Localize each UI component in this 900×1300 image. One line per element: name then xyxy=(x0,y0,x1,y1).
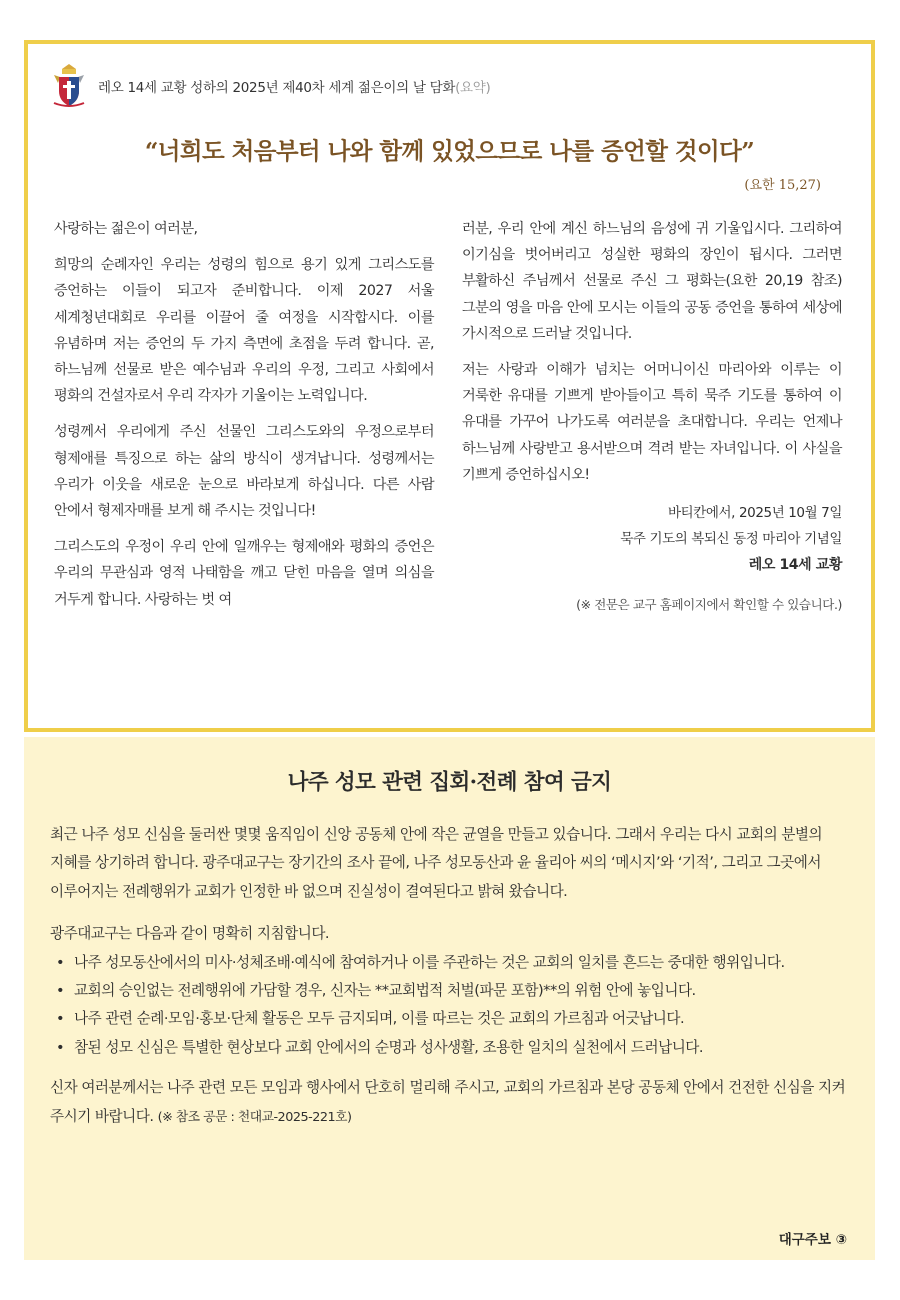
signature-memorial: 묵주 기도의 복되신 동정 마리아 기념일 xyxy=(620,531,842,548)
quote-reference: (요한 15,27) xyxy=(744,178,821,193)
list-item: • 참된 성모 신심은 특별한 현상보다 교회 안에서의 순명과 성사생활, 조용한 일치의 실천에서 드러납니다. xyxy=(50,1034,850,1062)
message-box xyxy=(24,40,875,732)
notice-list xyxy=(50,949,850,1063)
right-column xyxy=(462,216,842,618)
notice-body xyxy=(50,821,850,1146)
page-footer: 대구주보 ③ xyxy=(778,1232,847,1248)
closing-text: 신자 여러분께서는 나주 관련 모든 모임과 행사에서 단호히 멀리해 주시고, 교회의 가르침과 본당 공동체 안에서 건전한 신심을 지켜 주시기 바랍니다. xyxy=(50,1079,846,1125)
notice-lead: 광주대교구는 다음과 같이 명확히 지침합니다. xyxy=(50,925,330,943)
signature-block xyxy=(462,500,842,578)
notice-box xyxy=(24,737,875,1260)
paragraph: 사랑하는 젊은이 여러분, xyxy=(54,221,198,237)
notice-intro: 최근 나주 성모 신심을 둘러싼 몇몇 움직임이 신앙 공동체 안에 작은 균열을 만들고 있습니다. 그래서 우리는 다시 교회의 분별의 지혜를 상기하려 합니다. 광주대교구는 장기간의 조사 끝에, 나주 성모동산과 윤 율리아 씨의 ‘메시지’와 ‘기적’, 그리고 그곳에서 이루어지는 전례행위가 교회가 인정한 바 없으며 진실성이 결여된다고 밝혀 왔습니다. xyxy=(50,826,823,900)
header-row xyxy=(50,64,490,108)
list-item: • 교회의 승인없는 전례행위에 가담할 경우, 신자는 **교회법적 처벌(파문 포함)**의 위험 안에 놓입니다. xyxy=(50,977,850,1005)
header-title: 레오 14세 교황 성하의 2025년 제40차 세계 젊은이의 날 담화(요약) xyxy=(98,80,491,96)
paragraph: 저는 사랑과 이해가 넘치는 어머니이신 마리아와 이루는 이 거룩한 유대를 기쁘게 받아들이고 특히 묵주 기도를 통하여 이 유대를 가꾸어 나가도록 여러분을 초대합니다. 우리는 언제나 하느님께 사랑받고 용서받으며 격려 받는 자녀입니다. 이 사실을 기쁘게 증언하십시오! xyxy=(462,362,842,483)
paragraph: 그리스도의 우정이 우리 안에 일깨우는 형제애와 평화의 증언은 우리의 무관심과 영적 나태함을 깨고 닫힌 마음을 열며 의심을 거두게 합니다. 사랑하는 벗 여 xyxy=(54,539,434,608)
paragraph: 희망의 순례자인 우리는 성령의 힘으로 용기 있게 그리스도를 증언하는 이들이 되고자 준비합니다. 이제 2027 서울 세계청년대회로 우리를 이끌어 줄 여정을 시작합시다. 이를 유념하며 저는 증언의 두 가지 측면에 초점을 두려 합니다. 곧, 하느님께 선물로 받은 예수님과 우리의 우정, 그리고 사회에서 평화의 건설자로서 우리 각자가 기울이는 노력입니다. xyxy=(54,257,434,405)
main-quote: “너희도 처음부터 나와 함께 있었으므로 나를 증언할 것이다” xyxy=(144,137,755,165)
notice-title: 나주 성모 관련 집회·전례 참여 금지 xyxy=(287,770,612,795)
papal-coat-of-arms-icon xyxy=(50,63,88,109)
list-item: • 나주 관련 순례·모임·홍보·단체 활동은 모두 금지되며, 이를 따르는 것은 교회의 가르침과 어긋납니다. xyxy=(50,1005,850,1033)
list-item: • 나주 성모동산에서의 미사·성체조배·예식에 참여하거나 이를 주관하는 것은 교회의 일치를 흔드는 중대한 행위입니다. xyxy=(50,949,850,977)
paragraph: 성령께서 우리에게 주신 선물인 그리스도와의 우정으로부터 형제애를 특징으로 하는 삶의 방식이 생겨납니다. 성령께서는 우리가 이웃을 새로운 눈으로 바라보게 하십니다. 다른 사람 안에서 형제자매를 보게 해 주시는 것입니다! xyxy=(54,424,434,520)
full-text-note: (※ 전문은 교구 홈페이지에서 확인할 수 있습니다.) xyxy=(576,597,842,613)
paragraph: 러분, 우리 안에 계신 하느님의 음성에 귀 기울입시다. 그리하여 이기심을 벗어버리고 성실한 평화의 장인이 됩시다. 그러면 부활하신 주님께서 선물로 주신 그 평화는(요한 20,19 참조) 그분의 영을 마음 안에 모시는 이들의 공동 증언을 통하여 세상에 가시적으로 드러날 것입니다. xyxy=(462,221,842,342)
header-suffix: (요약) xyxy=(455,80,491,96)
signature-place-date: 바티칸에서, 2025년 10월 7일 xyxy=(667,505,842,522)
left-column xyxy=(54,216,434,623)
closing-reference: (※ 참조 공문 : 천대교-2025-221호) xyxy=(157,1109,352,1125)
signature-author: 레오 14세 교황 xyxy=(748,557,842,574)
notice-closing xyxy=(50,1074,850,1132)
